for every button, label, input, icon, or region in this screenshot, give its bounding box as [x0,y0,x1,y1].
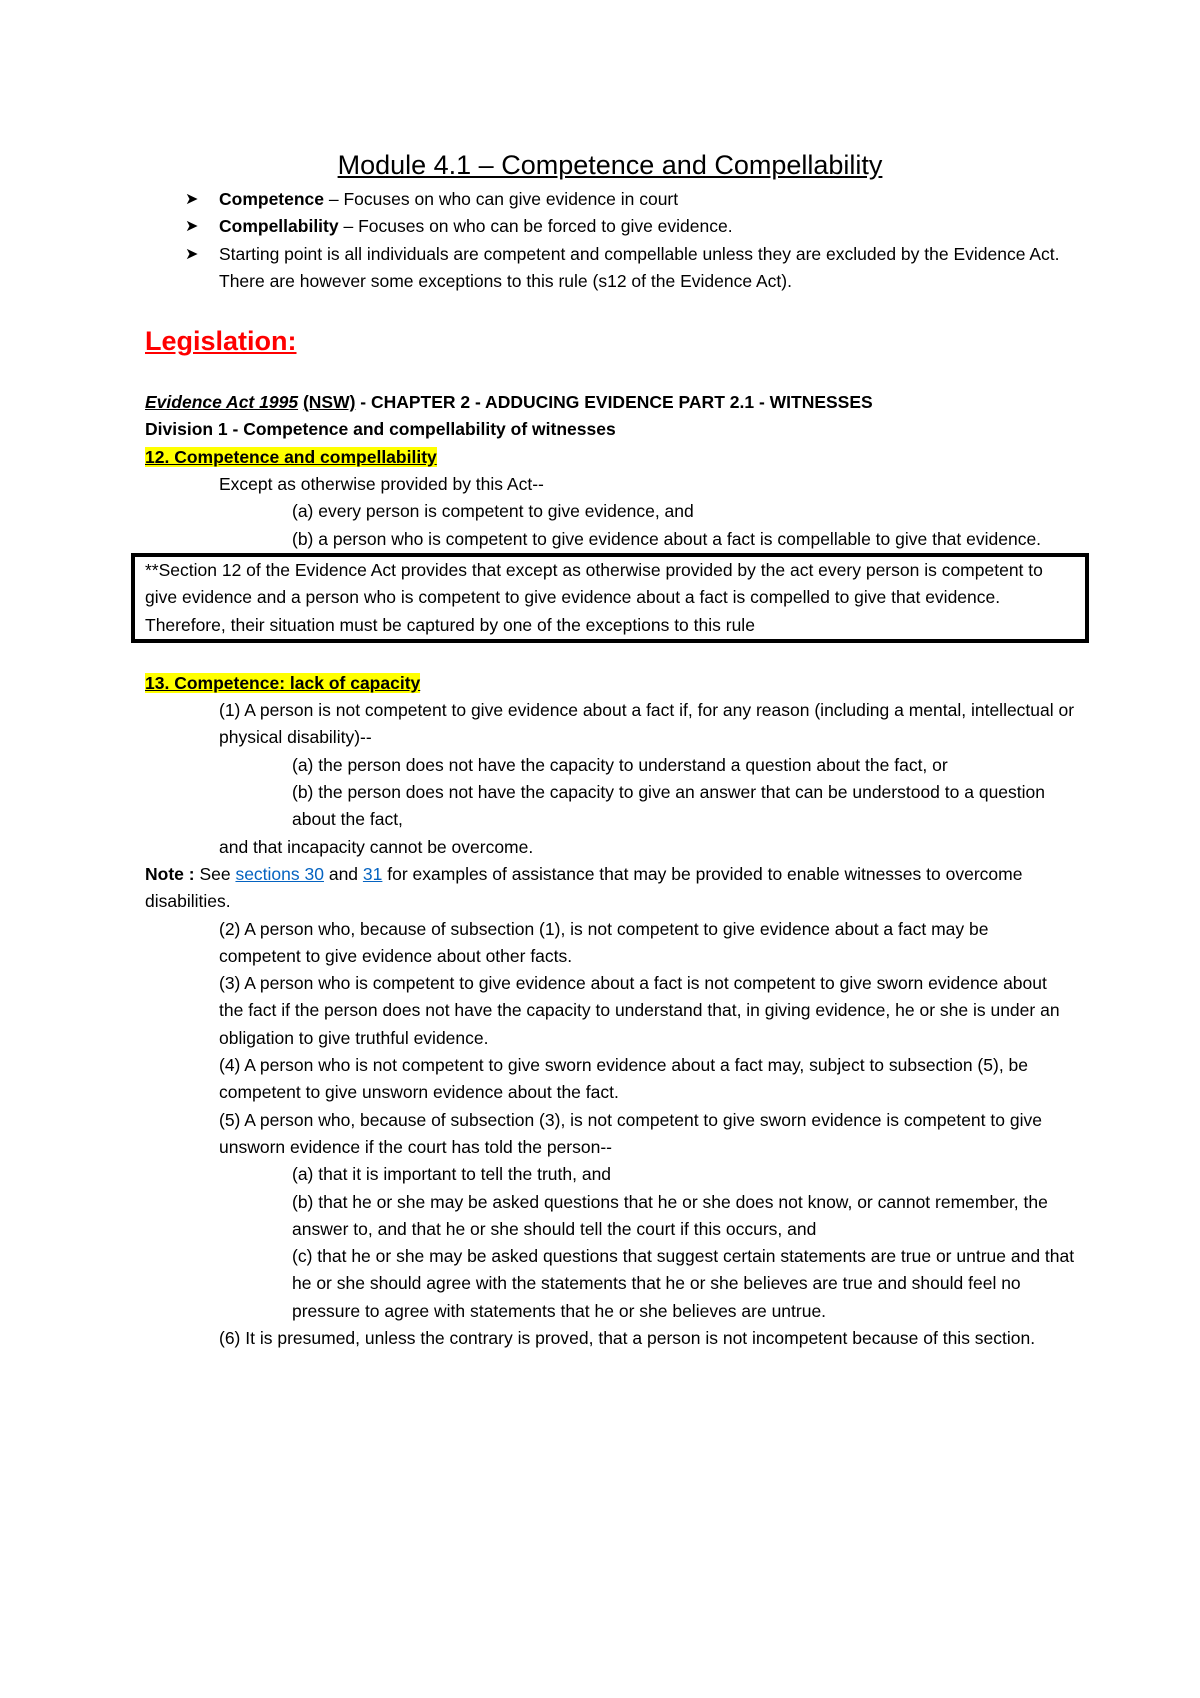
section-13-1-a: (a) the person does not have the capacity to understand a question about the fact, or [292,754,948,775]
arrow-bullet-icon: ➤ [185,245,199,263]
legislation-heading: Legislation: [145,326,297,357]
section-13-1-tail: and that incapacity cannot be overcome. [219,836,534,857]
section-13-5-c: (c) that he or she may be asked questions that suggest certain statements are true or untrue and that he or she should agree with the statements that he or she believes are true and should feel no pressure to agree with statements that he or she believes are untrue. [292,1246,1075,1321]
section-13-4: (4) A person who is not competent to give sworn evidence about a fact may, subject to subsection (5), be competent to give unsworn evidence about the fact. [219,1055,1029,1103]
section-13-6: (6) It is presumed, unless the contrary is proved, that a person is not incompetent because of this section. [219,1327,1036,1348]
section-12-summary-box [131,553,1089,643]
bullet-competence: ➤ Competence – Focuses on who can give evidence in court [145,186,1075,213]
section-13-heading: 13. Competence: lack of capacity [145,672,421,693]
section-13-2: (2) A person who, because of subsection (1), is not competent to give evidence about a fact may be competent to give evidence about other facts. [219,918,989,966]
section-13-5-a: (a) that it is important to tell the truth, and [292,1164,612,1185]
arrow-bullet-icon: ➤ [185,218,199,236]
section-13-3: (3) A person who is competent to give evidence about a fact is not competent to give sworn evidence about the fact if the person does not have the capacity to understand that, in giving evidence, he or she is under an obligation to give truthful evidence. [219,973,1060,1048]
act-chapter: - CHAPTER 2 - ADDUCING EVIDENCE PART 2.1 - WITNESSES [355,392,873,413]
intro-bullet-list [145,186,1075,295]
sections-30-link[interactable]: sections 30 [235,863,324,884]
page-title: Module 4.1 – Competence and Compellability [337,150,883,180]
act-citation [145,389,1075,416]
document-content [145,146,1075,1352]
summary-note: **Section 12 of the Evidence Act provides that except as otherwise provided by the act every person is competent to give evidence and a person who is competent to give evidence about a fact is compelled to give that evidence. Therefore, their situation must be captured by one of the exceptions to this rule [145,559,1043,635]
section-13-note: Note : See sections 30 and 31 for examples of assistance that may be provided to enable witnesses to overcome disabilities. [145,863,1023,912]
section-12-heading: 12. Competence and compellability [145,446,437,467]
section-13-1: (1) A person is not competent to give evidence about a fact if, for any reason (including a mental, intellectual or physical disability)-- [219,700,1075,748]
section-13-5: (5) A person who, because of subsection (3), is not competent to give sworn evidence is competent to give unsworn evidence if the court has told the person-- [219,1109,1042,1157]
section-13-1-b: (b) the person does not have the capacity to give an answer that can be understood to a question about the fact, [292,782,1045,830]
section-31-link[interactable]: 31 [362,863,383,884]
division-heading: Division 1 - Competence and compellability of witnesses [145,419,616,440]
bullet-compellability: ➤ Compellability – Focuses on who can be forced to give evidence. [145,213,1075,240]
section-12-intro: Except as otherwise provided by this Act-- [219,474,544,495]
arrow-bullet-icon: ➤ [185,191,199,208]
spacer [145,643,1075,670]
bullet-starting-point: ➤ Starting point is all individuals are competent and compellable unless they are excluded by the Evidence Act. There are however some exceptions to this rule (s12 of the Evidence Act). [145,241,1075,296]
act-name: Evidence Act 1995 [145,392,299,413]
section-12-b: (b) a person who is competent to give evidence about a fact is compellable to give that evidence. [292,528,1042,549]
act-jurisdiction: (NSW) [302,392,356,413]
section-13-5-b: (b) that he or she may be asked questions that he or she does not know, or cannot remember, the answer to, and that he or she should tell the court if this occurs, and [292,1191,1048,1239]
section-12-a: (a) every person is competent to give evidence, and [292,501,694,522]
